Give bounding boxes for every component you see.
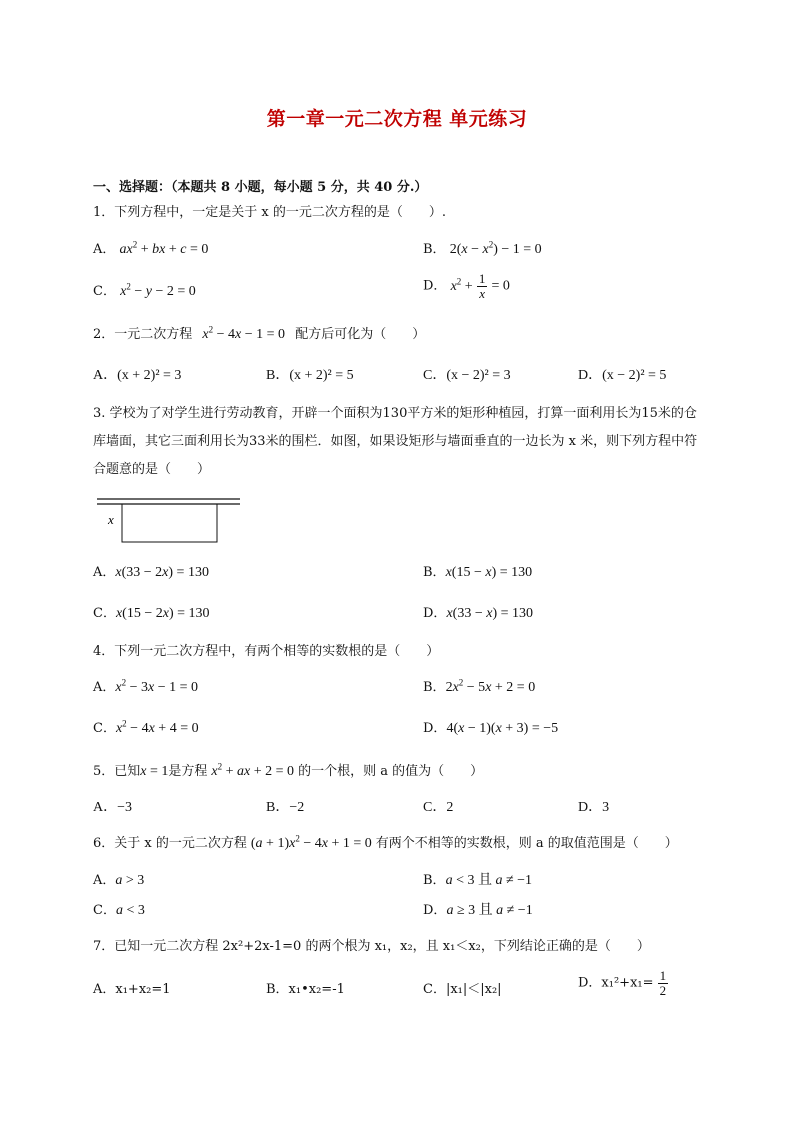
- formula: x(33 − 2x) = 130: [115, 565, 209, 580]
- option-label: C．: [93, 284, 116, 299]
- q1-option-b: [423, 240, 542, 260]
- formula: 4(x − 1)(x + 3) = −5: [446, 721, 559, 736]
- q5-option-d: D．3: [578, 800, 610, 815]
- q1-option-a: [93, 240, 208, 260]
- q1-option-c: [93, 282, 196, 302]
- q4-option-c: C．$x^2 - 4x + 4 = 0$: [93, 718, 199, 736]
- q5-option-c: C．2: [423, 800, 454, 815]
- formula: a > 3: [115, 873, 145, 888]
- q3-option-c: C．x(15 − 2x) = 130: [93, 606, 210, 621]
- formula: a ≥ 3 且 a ≠ −1: [446, 903, 533, 918]
- q2-option-a: A．(x + 2)² = 3: [93, 368, 182, 383]
- q6-option-c: C．a < 3: [93, 903, 145, 918]
- formula: x(15 − x) = 130: [445, 565, 533, 580]
- formula: $x^2 - y - 2 = 0$: [120, 281, 196, 299]
- option-label: D．: [423, 278, 447, 294]
- formula: $x^2$ +: [450, 275, 473, 294]
- question-4-stem: 4．下列一元二次方程中，有两个相等的实数根的是（ ）: [93, 644, 440, 659]
- question-6-stem: 6．关于 x 的一元二次方程 $(a + 1)x^2 - 4x + 1 = 0$ 有两个不相等的实数根，则 a 的取值范围是（ ）: [93, 833, 678, 851]
- formula: x(15 − 2x) = 130: [115, 606, 210, 621]
- q6-option-d: D．a ≥ 3 且 a ≠ −1: [423, 903, 533, 918]
- q6-option-a: A．a > 3: [93, 873, 145, 888]
- q4-option-d: D．4(x − 1)(x + 3) = −5: [423, 721, 559, 736]
- option-label: A．: [93, 242, 116, 257]
- q3-option-b: B．x(15 − x) = 130: [423, 565, 533, 580]
- q4-option-a: A．$x^2 - 3x - 1 = 0$: [93, 677, 199, 695]
- q7-option-a: A．x₁+x₂=1: [93, 982, 171, 997]
- q2-option-b: B．(x + 2)² = 5: [266, 368, 354, 383]
- q3-option-a: A．x(33 − 2x) = 130: [93, 565, 209, 580]
- formula: $(a + 1)x^2 - 4x + 1 = 0$: [250, 833, 372, 851]
- q7-option-c: C．|x₁|＜|x₂|: [423, 982, 502, 997]
- formula: $x^2 - 4x - 1 = 0$: [202, 324, 286, 342]
- formula: a < 3: [115, 903, 145, 918]
- q4-option-b: B．$2x^2 - 5x + 2 = 0$: [423, 677, 536, 695]
- page-title: 第一章一元二次方程 单元练习: [266, 108, 528, 130]
- formula: $2x^2 - 5x + 2 = 0$: [445, 677, 536, 695]
- formula: $2(x - x^2) - 1 = 0$: [449, 239, 542, 257]
- question-2-stem: 2．一元二次方程 $x^2 - 4x - 1 = 0$ 配方后可化为（ ）: [93, 324, 426, 342]
- q2-option-d: D．(x − 2)² = 5: [578, 368, 667, 383]
- formula: $x^2 - 4x + 4 = 0$: [115, 718, 199, 736]
- q5-option-b: B．−2: [266, 800, 305, 815]
- section-heading: 一、选择题：（本题共 8 小题，每小题 5 分，共 40 分.）: [93, 180, 428, 195]
- option-label: B．: [423, 242, 446, 257]
- q3-option-d: D．x(33 − x) = 130: [423, 606, 533, 621]
- formula: $x^2 - 3x - 1 = 0$: [115, 677, 199, 695]
- formula: $ax^2$ + bx + c = 0: [119, 239, 209, 257]
- q2-option-c: C．(x − 2)² = 3: [423, 368, 511, 383]
- fraction: $\frac{1}{x}$: [478, 271, 486, 301]
- question-1-stem: 1．下列方程中，一定是关于 x 的一元二次方程的是（ ）.: [93, 205, 446, 220]
- q7-option-d: D．x₁²+x₁= $\frac{1}{2}$: [578, 968, 667, 998]
- formula: $x^2$ + ax + 2 = 0: [211, 761, 295, 779]
- q1-option-d: D． $x^2$ + $\frac{1}{x}$ = 0: [423, 271, 510, 301]
- question-3-stem: 3. 学校为了对学生进行劳动教育，开辟一个面积为130平方米的矩形种植园，打算一面利用长为15米的仓库墙面，其它三面利用长为33米的围栏．如图，如果设矩形与墙面垂直的一边长为 x 米，则下列方程中符合题意的是（ ）: [93, 406, 698, 477]
- q6-option-b: B．a < 3 且 a ≠ −1: [423, 873, 533, 888]
- formula: x = 1: [140, 764, 169, 779]
- question-7-stem: 7．已知一元二次方程 2x²+2x-1=0 的两个根为 x₁，x₂，且 x₁＜x₂，下列结论正确的是（ ）: [93, 939, 650, 954]
- q3-figure: [95, 496, 245, 546]
- figure-label-x: x: [108, 512, 114, 527]
- question-5-stem: 5．已知x = 1是方程 $x^2$ + ax + 2 = 0 的一个根，则 a 的值为（ ）: [93, 761, 484, 779]
- q7-option-b: B．x₁•x₂=-1: [266, 982, 345, 997]
- formula: x(33 − x) = 130: [446, 606, 533, 621]
- fraction: $\frac{1}{2}$: [659, 968, 667, 998]
- q5-option-a: A．−3: [93, 800, 133, 815]
- formula: a < 3 且 a ≠ −1: [445, 873, 533, 888]
